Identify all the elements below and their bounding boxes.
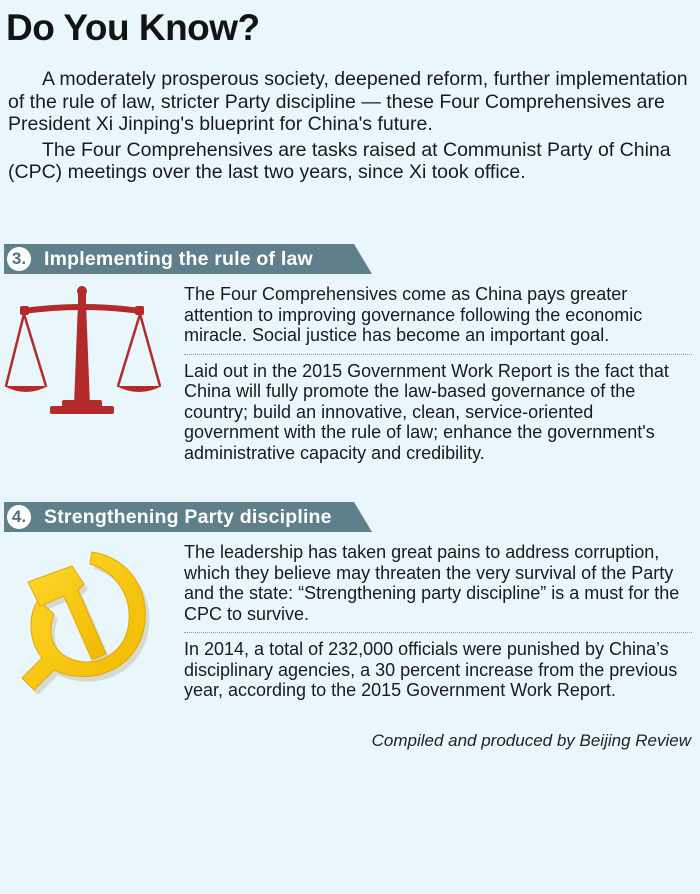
section-4-divider	[184, 632, 692, 633]
section-3-paragraph-2: Laid out in the 2015 Government Work Report is the fact that China will fully promote the law-based governance of the country; build an innovative, clean, service-oriented government with the rule of law; enhance the government's administrative capacity and credibility.	[184, 360, 669, 463]
section-4-heading: Strengthening Party discipline	[44, 505, 332, 528]
section-4-paragraph-1: The leadership has taken great pains to address corruption, which they believe may threaten the very survival of the Party and the state: “Strengthening party discipline” is a must for the CPC to survive.	[184, 542, 680, 624]
section-3-heading: Implementing the rule of law	[44, 247, 313, 270]
section-3-number: 3.	[4, 244, 34, 274]
intro-paragraph-2: The Four Comprehensives are tasks raised at Communist Party of China (CPC) meetings over the last two years, since Xi took office.	[8, 138, 671, 183]
credit-line: Compiled and produced by Beijing Review	[371, 731, 691, 750]
section-3-body	[184, 284, 692, 463]
section-3-banner	[4, 244, 372, 274]
section-4-paragraph-2: In 2014, a total of 232,000 officials were punished by China’s disciplinary agencies, a 30 percent increase from the previous year, according to the 2015 Government Work Report.	[184, 639, 678, 700]
intro-paragraph-1: A moderately prosperous society, deepened reform, further implementation of the rule of law, stricter Party discipline — these Four Comprehensives are President Xi Jinping's blueprint for China's future.	[8, 68, 688, 135]
section-3-divider	[184, 354, 692, 355]
page-title: Do You Know?	[6, 7, 260, 48]
section-4-banner	[4, 502, 372, 532]
intro-text	[8, 68, 688, 184]
section-4-body	[184, 542, 692, 701]
hammer-and-sickle-icon	[14, 544, 164, 699]
section-4-number: 4.	[4, 502, 34, 532]
section-3-paragraph-1: The Four Comprehensives come as China pays greater attention to improving governance following the economic miracle. Social justice has become an important goal.	[184, 284, 643, 345]
scales-of-justice-icon	[2, 282, 164, 429]
